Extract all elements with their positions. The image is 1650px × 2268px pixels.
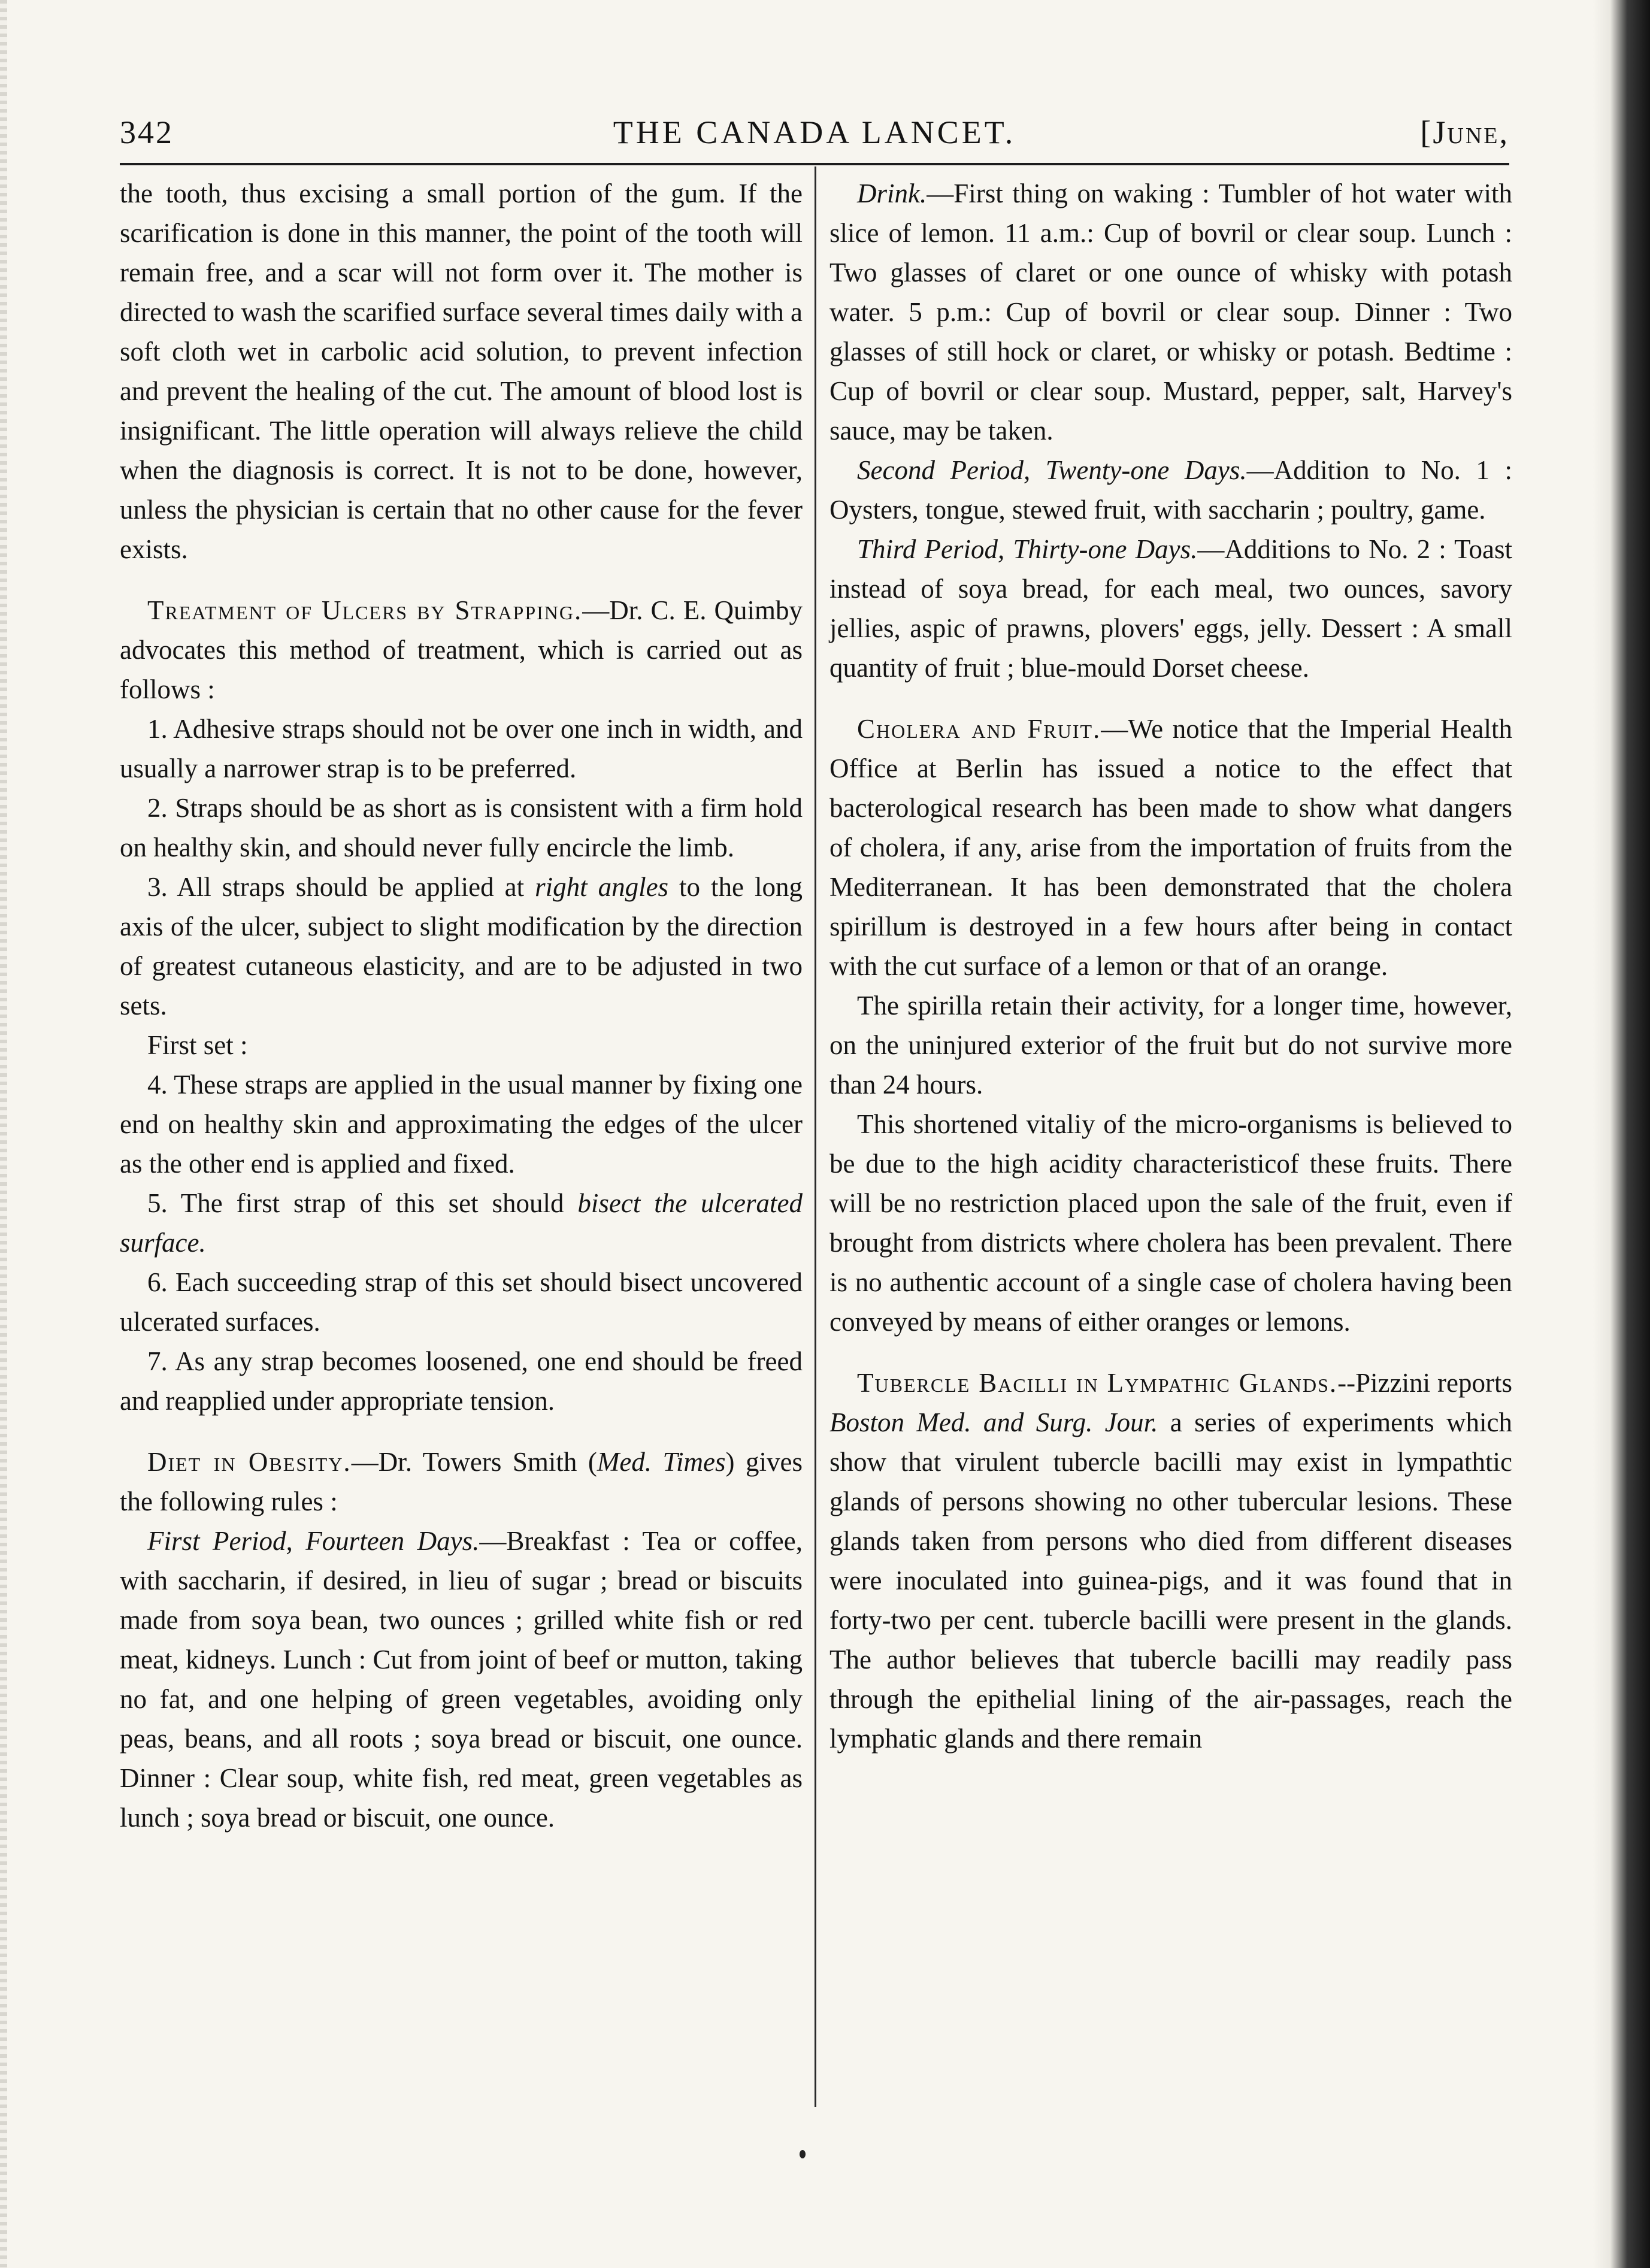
journal-title: THE CANADA LANCET. [613, 114, 1016, 150]
ulcers-item-3-start: 3. All straps should be applied at [147, 872, 535, 902]
ulcers-item-3-emphasis: right angles [535, 872, 669, 902]
third-period-paragraph [829, 529, 1512, 688]
left-column [120, 174, 803, 1837]
teething-paragraph: the tooth, thus excising a small portion of the gum. If the scarification is done in this manner, the point of the tooth will remain free, and a scar will not form over it. The mother is directed to wash the scarified surface several times daily with a soft cloth wet in carbolic acid solution, to prevent infection and prevent the healing of the cut. The amount of blood lost is insignificant. The little operation will always relieve the child when the diagnosis is correct. It is not to be done, however, unless the physician is certain that no other cause for the fever exists. [120, 178, 803, 564]
ulcers-item-3-end: to the long axis of the ulcer, subject to slight modification by the direction of greatest cutaneous elasticity, and are to be adjusted in two sets. [120, 872, 803, 1021]
tubercle-paragraph [829, 1363, 1512, 1758]
second-period-label: Second Period, Twenty-one Days. [857, 455, 1247, 485]
drink-label: Drink. [857, 178, 927, 208]
drink-text: —First thing on waking : Tumbler of hot water with slice of lemon. 11 a.m.: Cup of bovril or clear soup. Lunch : Two glasses of claret or one ounce of whisky with potash water. 5 p.m.: Cup of bovril or clear soup. Dinner : Two glasses of still hock or claret, or whisky or potash. Bedtime : Cup of bovril or clear soup. Mustard, pepper, salt, Harvey's sauce, may be taken. [829, 178, 1512, 446]
issue-month: [June, [1420, 114, 1509, 150]
ulcers-intro [120, 591, 803, 709]
first-period-paragraph [120, 1521, 803, 1837]
tubercle-text-end: a series of experiments which show that virulent tubercle bacilli may exist in lympathtic glands of persons showing no other tubercular lesions. These glands taken from persons who died from different diseases were inoculated into guinea-pigs, and it was found that in forty-two per cent. tubercle bacilli were present in the glands. The author believes that tubercle bacilli may readily pass through the epithelial lining of the air-passages, reach the lymphatic glands and there remain [829, 1407, 1512, 1754]
cholera-paragraph-2: The spirilla retain their activity, for a longer time, however, on the uninjured exterior of the fruit but do not survive more than 24 hours. [829, 991, 1512, 1100]
obesity-intro-start: —Dr. Towers Smith ( [351, 1447, 597, 1477]
tubercle-heading: Tubercle Bacilli in Lympathic Glands. [857, 1368, 1338, 1398]
ulcers-item-4: 4. These straps are applied in the usual manner by fixing one end on healthy skin and approximating the edges of the ulcer as the other end is applied and fixed. [120, 1070, 803, 1179]
drink-paragraph [829, 174, 1512, 450]
ink-speck [800, 2150, 806, 2158]
obesity-intro [120, 1442, 803, 1521]
ulcers-item-6: 6. Each succeeding strap of this set should bisect uncovered ulcerated surfaces. [120, 1267, 803, 1337]
column-divider [815, 166, 816, 2107]
page-number: 342 [120, 114, 174, 150]
cholera-paragraph-1 [829, 709, 1512, 986]
second-period-text: —Addition to No. 1 : Oysters, tongue, stewed fruit, with saccharin ; poultry, game. [829, 455, 1512, 525]
first-set-label: First set : [147, 1030, 248, 1060]
cholera-text-1: —We notice that the Imperial Health Office at Berlin has issued a notice to the effect that bacterological research has been made to show what dangers of cholera, if any, arise from the importation of fruits from the Mediterranean. It has been demonstrated that the cholera spirillum is destroyed in a few hours after being in contact with the cut surface of a lemon or that of an orange. [829, 714, 1512, 981]
ulcers-item-7: 7. As any strap becomes loosened, one end should be freed and reapplied under appropriate tension. [120, 1346, 803, 1416]
scan-shadow-left [0, 0, 7, 2268]
tubercle-source: Boston Med. and Surg. Jour. [829, 1407, 1158, 1437]
header-rule [120, 163, 1509, 165]
third-period-label: Third Period, Thirty-one Days. [857, 534, 1198, 564]
ulcers-item-1: 1. Adhesive straps should not be over one inch in width, and usually a narrower strap is to be preferred. [120, 714, 803, 783]
ulcers-item-5-start: 5. The first strap of this set should [147, 1188, 578, 1218]
ulcers-heading: Treatment of Ulcers by Strapping. [147, 595, 583, 625]
cholera-paragraph-3: This shortened vitaliy of the micro-organisms is believed to be due to the high acidity characteristicof these fruits. There will be no restriction placed upon the sale of the fruit, even if brought from districts where cholera has been prevalent. There is no authentic account of a single case of cholera having been conveyed by means of either oranges or lemons. [829, 1109, 1512, 1337]
obesity-intro-end: ) gives the following rules : [120, 1447, 803, 1516]
ulcers-item-3 [120, 867, 803, 1025]
ulcers-item-2: 2. Straps should be as short as is consistent with a firm hold on healthy skin, and should never fully encircle the limb. [120, 793, 803, 862]
second-period-paragraph [829, 450, 1512, 529]
ulcers-intro-text: —Dr. C. E. Quimby advocates this method of treatment, which is carried out as follows : [120, 595, 803, 704]
first-period-text: —Breakfast : Tea or coffee, with saccharin, if desired, in lieu of sugar ; bread or biscuits made from soya bean, two ounces ; grilled white fish or red meat, kidneys. Lunch : Cut from joint of beef or mutton, taking no fat, and one helping of green vegetables, avoiding only peas, beans, and all roots ; soya bread or biscuit, one ounce. Dinner : Clear soup, white fish, red meat, green vegetables as lunch ; soya bread or biscuit, one ounce. [120, 1526, 803, 1833]
right-column [829, 174, 1512, 1758]
first-period-label: First Period, Fourteen Days. [147, 1526, 480, 1556]
obesity-source: Med. Times [597, 1447, 726, 1477]
ulcers-item-5 [120, 1183, 803, 1262]
cholera-heading: Cholera and Fruit. [857, 714, 1101, 744]
running-head [120, 102, 1509, 150]
ulcers-item-5-emphasis: bisect the ulcerated surface. [120, 1188, 803, 1258]
third-period-text: —Additions to No. 2 : Toast instead of soya bread, for each meal, two ounces, savory jellies, aspic of prawns, plovers' eggs, jelly. Dessert : A small quantity of fruit ; blue-mould Dorset cheese. [829, 534, 1512, 683]
scan-shadow-right [1593, 0, 1650, 2268]
tubercle-text-start: --Pizzini reports [1337, 1368, 1512, 1398]
obesity-heading: Diet in Obesity. [147, 1447, 352, 1477]
